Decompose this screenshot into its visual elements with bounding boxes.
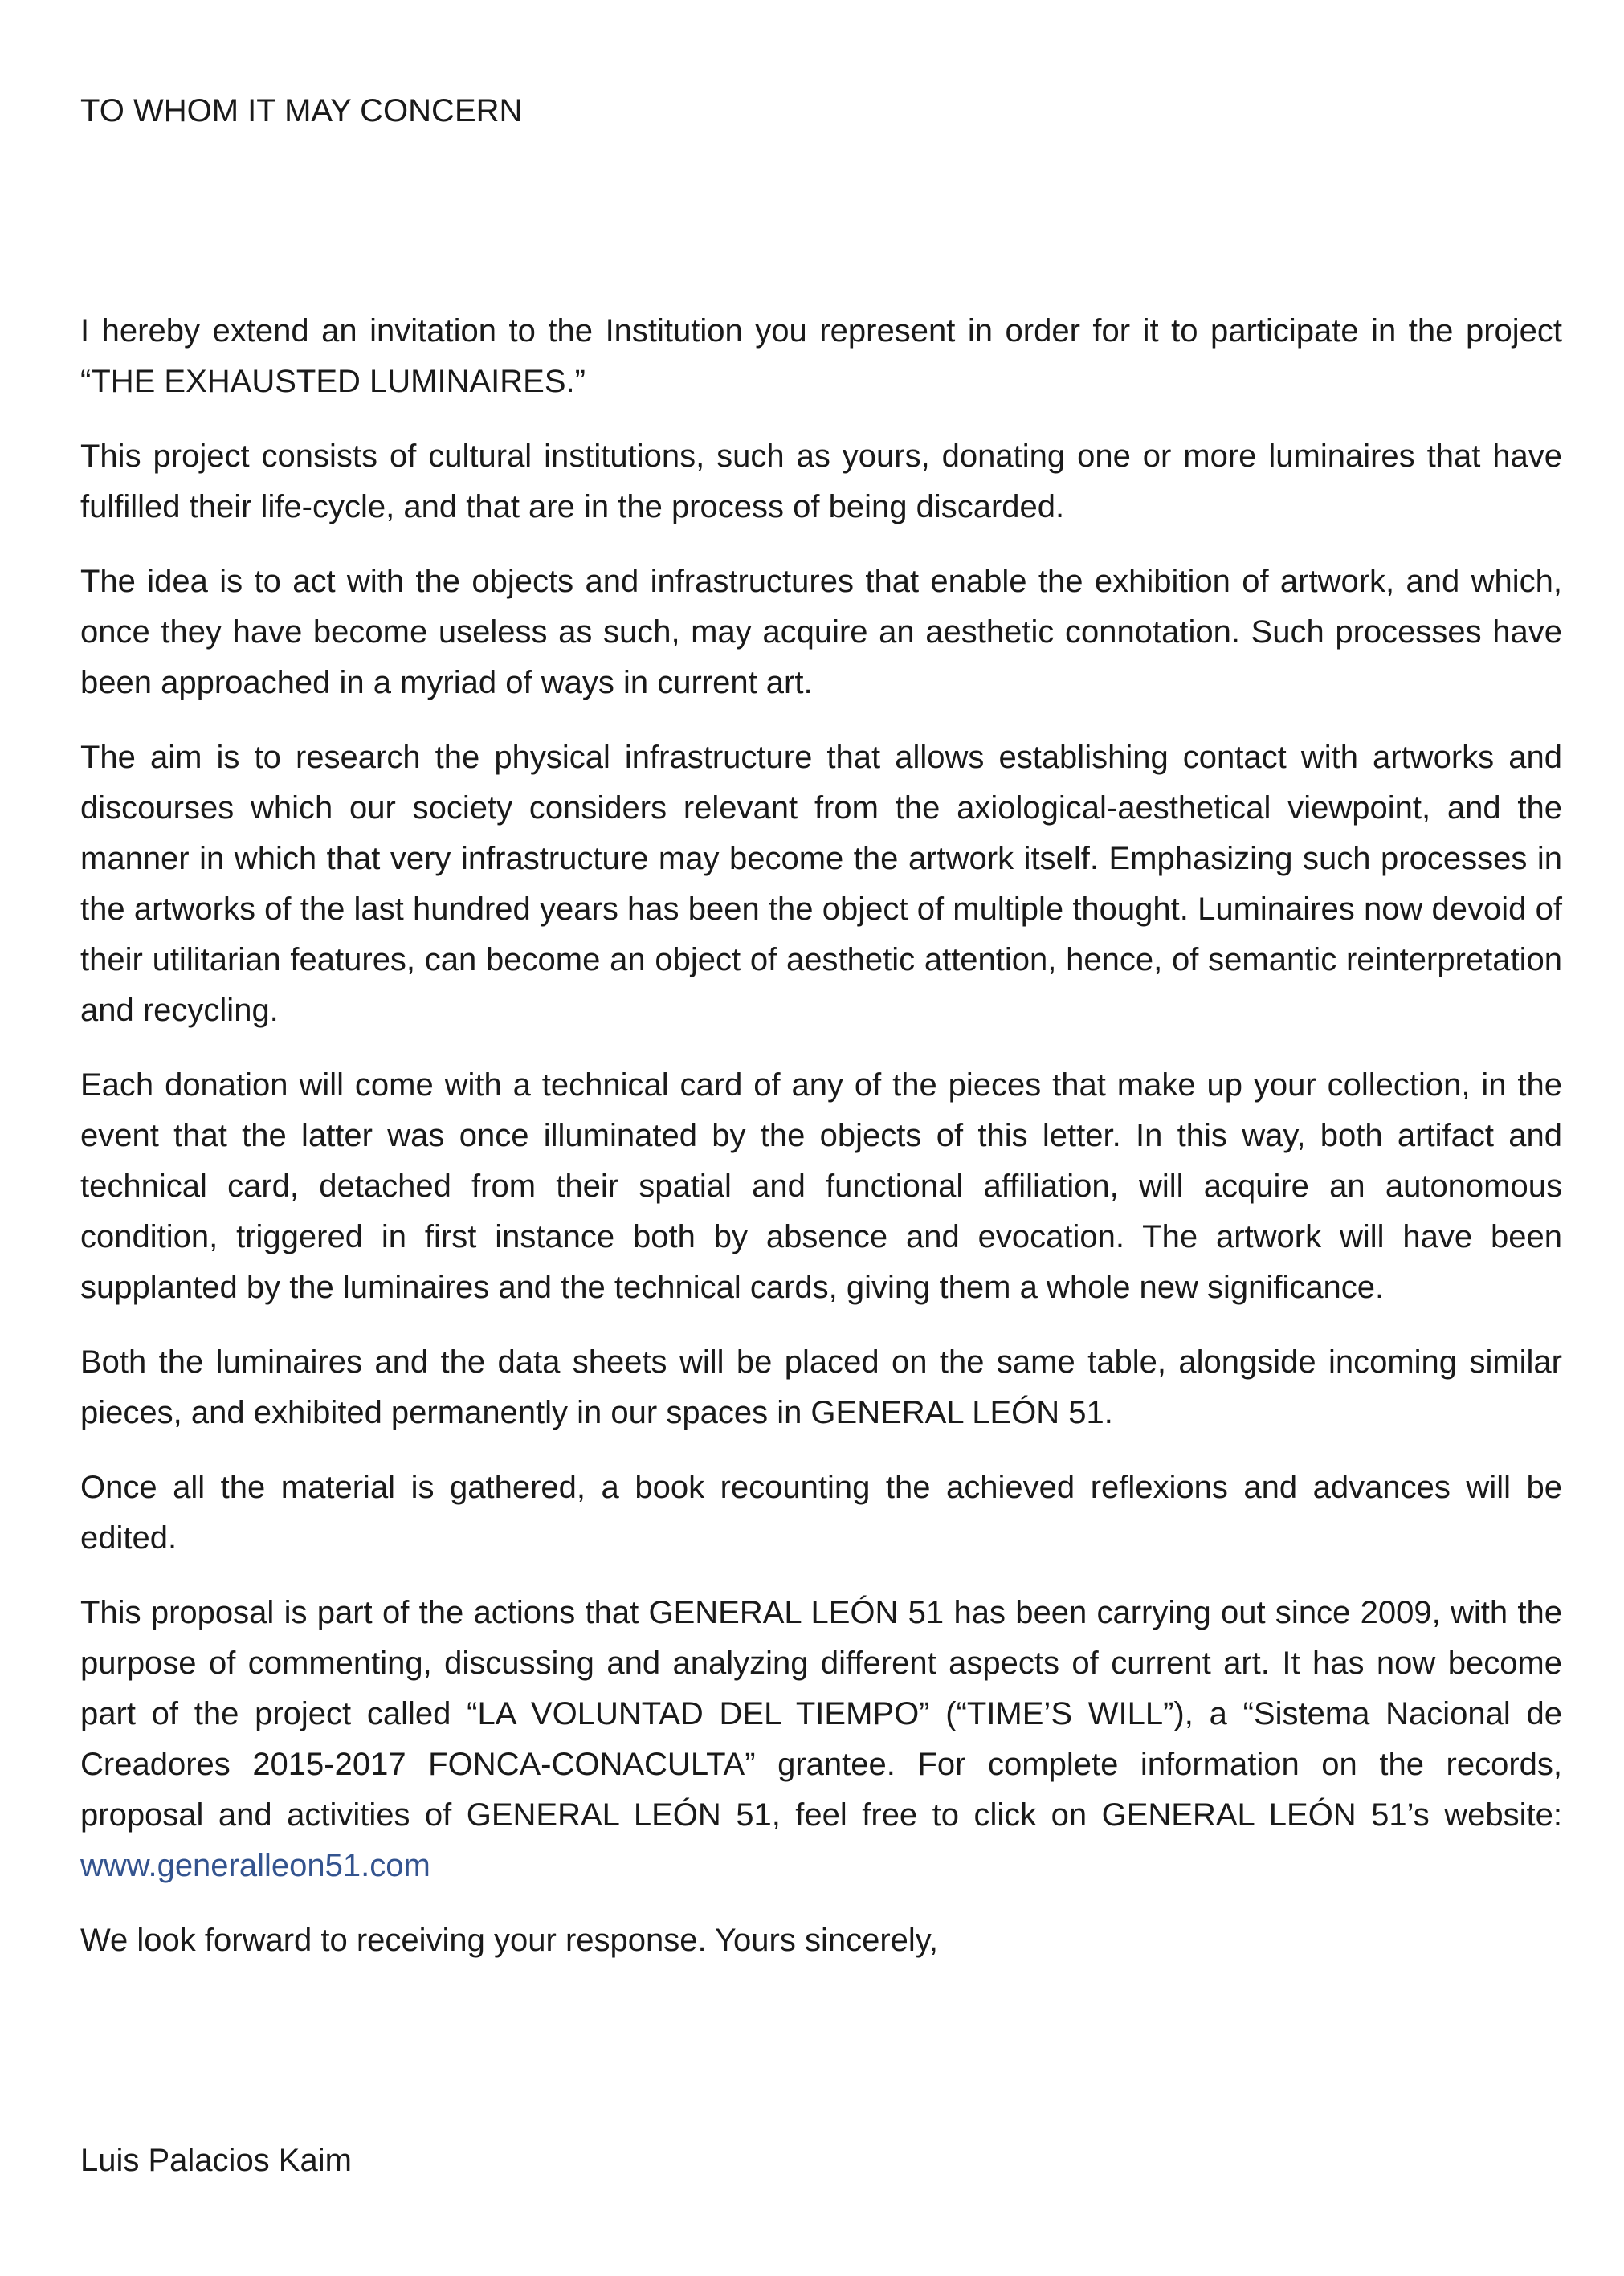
paragraph-invitation: I hereby extend an invitation to the Institution you represent in order for it to participate in the project “THE EXHAUSTED LUMINAIRES.” <box>80 313 1562 399</box>
paragraph-idea: The idea is to act with the objects and infrastructures that enable the exhibition of artwork, and which, once they have become useless as such, may acquire an aesthetic connotation. Such processes have been approached in a myriad of ways in current art. <box>80 564 1562 700</box>
paragraph-book: Once all the material is gathered, a book recounting the achieved reflexions and advances will be edited. <box>80 1470 1562 1556</box>
paragraph-project-description: This project consists of cultural institutions, such as yours, donating one or more luminaires that have fulfilled their life-cycle, and that are in the process of being discarded. <box>80 438 1562 524</box>
paragraph-donation: Each donation will come with a technical card of any of the pieces that make up your collection, in the event that the latter was once illuminated by the objects of this letter. In this way, both artifact and technical card, detached from their spatial and functional affiliation, will acquire an autonomous condition, triggered in first instance both by absence and evocation. The artwork will have been supplanted by the luminaires and the technical cards, giving them a whole new significance. <box>80 1067 1562 1305</box>
paragraph-exhibition: Both the luminaires and the data sheets will be placed on the same table, alongside incoming similar pieces, and exhibited permanently in our spaces in GENERAL LEÓN 51. <box>80 1344 1562 1430</box>
website-link[interactable]: www.generalleon51.com <box>80 1848 430 1883</box>
salutation: TO WHOM IT MAY CONCERN <box>80 93 523 128</box>
proposal-text: This proposal is part of the actions that GENERAL LEÓN 51 has been carrying out since 2009, with the purpose of commenting, discussing and analyzing different aspects of current art. It has now become part of the project called “LA VOLUNTAD DEL TIEMPO” (“TIME’S WILL”), a “Sistema Nacional de Creadores 2015-2017 FONCA-CONACULTA” grantee. For complete information on the records, proposal and activities of GENERAL LEÓN 51, feel free to click on GENERAL LEÓN 51’s website: <box>80 1595 1562 1833</box>
signature-name: Luis Palacios Kaim <box>80 2143 352 2178</box>
closing-line: We look forward to receiving your response. Yours sincerely, <box>80 1923 938 1958</box>
letter-body <box>80 306 1562 1990</box>
paragraph-proposal <box>80 1588 1562 1891</box>
paragraph-aim: The aim is to research the physical infrastructure that allows establishing contact with artworks and discourses which our society considers relevant from the axiological-aesthetical viewpoint, and the manner in which that very infrastructure may become the artwork itself. Emphasizing such processes in the artworks of the last hundred years has been the object of multiple thought. Luminaires now devoid of their utilitarian features, can become an object of aesthetic attention, hence, of semantic reinterpretation and recycling. <box>80 740 1562 1028</box>
